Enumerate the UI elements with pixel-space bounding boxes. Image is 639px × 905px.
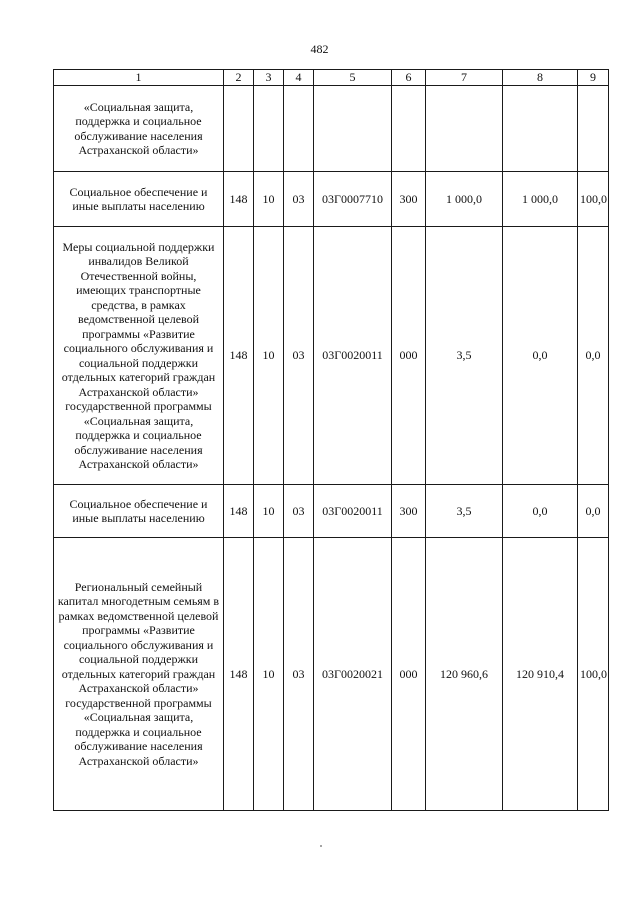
row-cell: 03Г0020011 [314, 227, 392, 485]
page-number: 482 [310, 42, 329, 56]
row-cell: 03Г0020021 [314, 538, 392, 811]
row-cell: 03 [284, 485, 314, 538]
row-cell: 0,0 [578, 227, 609, 485]
row-name-cell: Региональный семейный капитал многодетным семьям в рамках ведомственной целевой программы «Развитие социального обслуживания и социальной поддержки отдельных категорий граждан Астраханской области» государственной программы «Социальная защита, поддержка и социальное обслуживание населения Астраханской области» [54, 538, 224, 811]
row-cell: 1 000,0 [503, 172, 578, 227]
table-row [54, 485, 609, 538]
scan-speck [320, 845, 322, 847]
header-cell: 2 [224, 70, 254, 86]
row-cell [503, 86, 578, 172]
row-cell: 03 [284, 172, 314, 227]
header-cell: 1 [54, 70, 224, 86]
row-cell: 03 [284, 227, 314, 485]
row-cell [314, 86, 392, 172]
row-name-cell: Социальное обеспечение и иные выплаты населению [54, 485, 224, 538]
row-name-cell: «Социальная защита, поддержка и социальное обслуживание населения Астраханской области» [54, 86, 224, 172]
row-cell: 148 [224, 538, 254, 811]
row-cell: 10 [254, 172, 284, 227]
row-cell: 0,0 [578, 485, 609, 538]
header-cell: 6 [392, 70, 426, 86]
header-cell: 4 [284, 70, 314, 86]
table-row [54, 227, 609, 485]
row-cell: 120 910,4 [503, 538, 578, 811]
header-cell: 5 [314, 70, 392, 86]
row-name-cell: Социальное обеспечение и иные выплаты населению [54, 172, 224, 227]
row-cell: 100,0 [578, 172, 609, 227]
row-cell [284, 86, 314, 172]
row-cell: 0,0 [503, 227, 578, 485]
header-cell: 7 [426, 70, 503, 86]
row-cell [578, 86, 609, 172]
row-cell: 03Г0007710 [314, 172, 392, 227]
row-cell: 3,5 [426, 485, 503, 538]
row-cell: 10 [254, 227, 284, 485]
row-cell [254, 86, 284, 172]
table-row [54, 538, 609, 811]
budget-table [53, 69, 609, 811]
row-cell: 10 [254, 538, 284, 811]
row-cell: 148 [224, 172, 254, 227]
row-cell [392, 86, 426, 172]
row-cell: 148 [224, 485, 254, 538]
row-cell: 100,0 [578, 538, 609, 811]
row-name-cell: Меры социальной поддержки инвалидов Великой Отечественной войны, имеющих транспортные средства, в рамках ведомственной целевой программы «Развитие социального обслуживания и социальной поддержки отдельных категорий граждан Астраханской области» государственной программы «Социальная защита, поддержка и социальное обслуживание населения Астраханской области» [54, 227, 224, 485]
row-cell: 300 [392, 485, 426, 538]
table-row [54, 86, 609, 172]
table-row [54, 172, 609, 227]
row-cell: 120 960,6 [426, 538, 503, 811]
table-header-row [54, 70, 609, 86]
row-cell: 03 [284, 538, 314, 811]
row-cell: 1 000,0 [426, 172, 503, 227]
row-cell: 148 [224, 227, 254, 485]
header-cell: 8 [503, 70, 578, 86]
header-cell: 3 [254, 70, 284, 86]
row-cell: 000 [392, 227, 426, 485]
row-cell: 0,0 [503, 485, 578, 538]
row-cell: 300 [392, 172, 426, 227]
row-cell: 000 [392, 538, 426, 811]
header-cell: 9 [578, 70, 609, 86]
row-cell [426, 86, 503, 172]
row-cell [224, 86, 254, 172]
row-cell: 10 [254, 485, 284, 538]
row-cell: 03Г0020011 [314, 485, 392, 538]
row-cell: 3,5 [426, 227, 503, 485]
